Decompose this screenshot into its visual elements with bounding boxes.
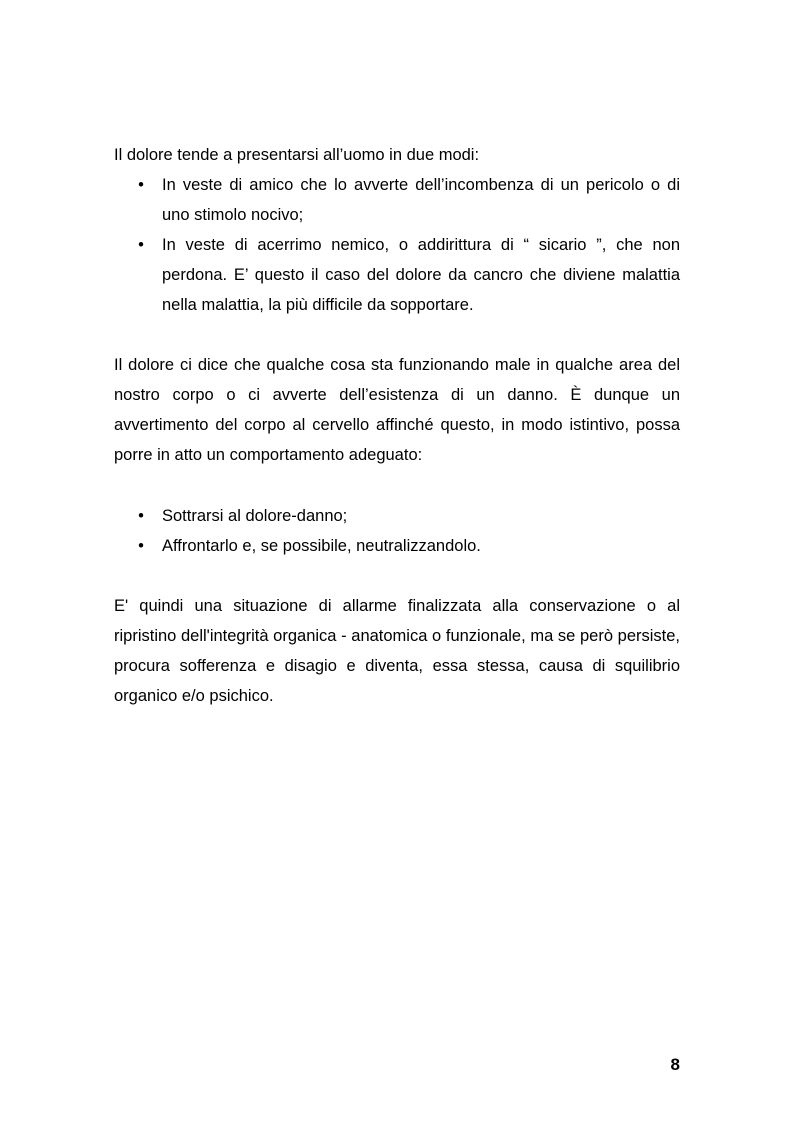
bullet-icon: • bbox=[138, 236, 144, 254]
bullet-icon: • bbox=[138, 176, 144, 194]
list-item bbox=[114, 230, 680, 320]
list-item-text: Sottrarsi al dolore-danno; bbox=[162, 507, 348, 525]
intro-section bbox=[114, 140, 680, 320]
paragraph-alarm-situation: E' quindi una situazione di allarme finalizzata alla conservazione o al ripristino dell'integrità organica - anatomica o funzionale, ma se però persiste, procura sofferenza e disagio e diventa, essa stessa, causa di squilibrio organico e/o psichico. bbox=[114, 597, 680, 705]
response-bullet-list bbox=[114, 501, 680, 561]
intro-lead: Il dolore tende a presentarsi all’uomo in due modi: bbox=[114, 146, 480, 164]
intro-bullet-list bbox=[114, 170, 680, 320]
bullet-icon: • bbox=[138, 507, 144, 525]
list-item bbox=[114, 501, 680, 531]
page-number: 8 bbox=[670, 1055, 680, 1074]
list-item-text: Affrontarlo e, se possibile, neutralizzandolo. bbox=[162, 537, 481, 555]
list-item bbox=[114, 170, 680, 230]
response-list-section bbox=[114, 501, 680, 561]
paragraph-pain-signal: Il dolore ci dice che qualche cosa sta funzionando male in qualche area del nostro corpo o ci avverte dell’esistenza di un danno. È dunque un avvertimento del corpo al cervello affinché questo, in modo istintivo, possa porre in atto un comportamento adeguato: bbox=[114, 356, 680, 464]
list-item-text: In veste di acerrimo nemico, o addirittura di “ sicario ”, che non perdona. E’ questo il caso del dolore da cancro che diviene malattia nella malattia, la più difficile da sopportare. bbox=[162, 236, 680, 314]
list-item bbox=[114, 531, 680, 561]
bullet-icon: • bbox=[138, 537, 144, 555]
list-item-text: In veste di amico che lo avverte dell’incombenza di un pericolo o di uno stimolo nocivo; bbox=[162, 176, 680, 224]
